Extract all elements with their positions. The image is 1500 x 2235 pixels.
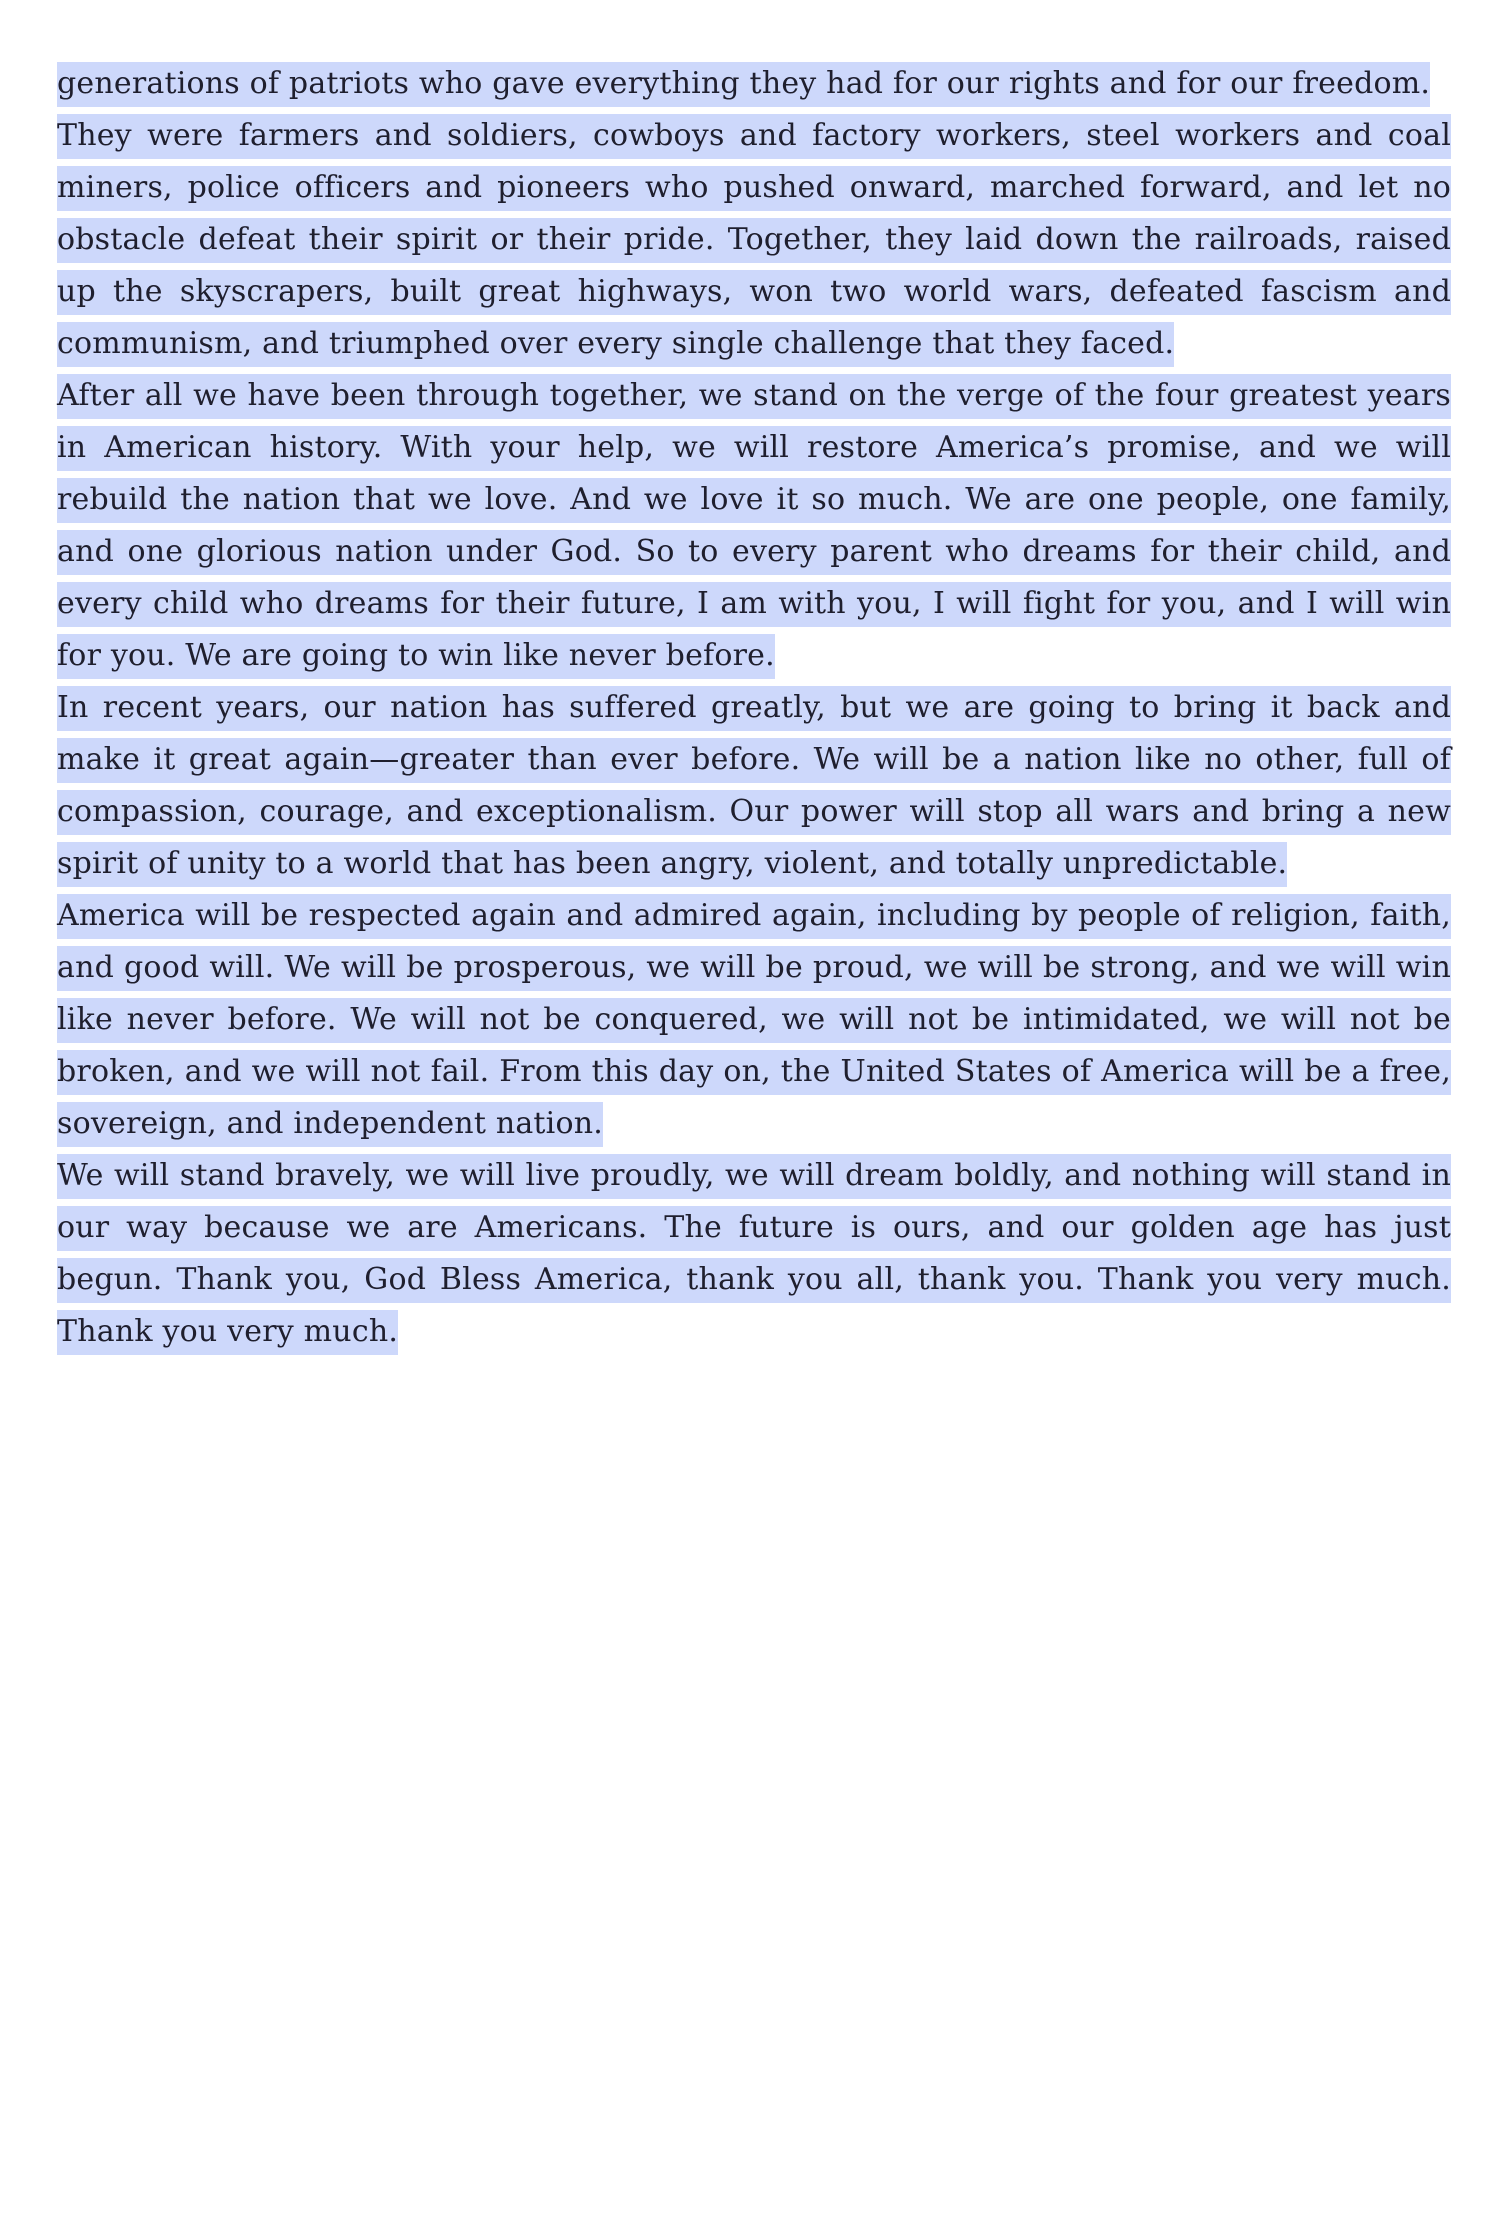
paragraph-2-text[interactable]: They were farmers and soldiers, cowboys and factory workers, steel workers and coal miners, police officers and pioneers who pushed onward, marched forward, and let no obstacle defeat their spirit or their pride. Together, they laid down the railroads, raised up the skyscrapers, built great highways, won two world wars, defeated fascism and communism, and triumphed over every single challenge that they faced.: [57, 114, 1451, 367]
document-page: [57, 58, 1451, 1358]
paragraph-3-text[interactable]: After all we have been through together, we stand on the verge of the four greatest years in American history. With your help, we will restore America’s promise, and we will rebuild the nation that we love. And we love it so much. We are one people, one family, and one glorious nation under God. So to every parent who dreams for their child, and every child who dreams for their future, I am with you, I will fight for you, and I will win for you. We are going to win like never before.: [57, 374, 1451, 679]
paragraph-5-text[interactable]: America will be respected again and admired again, including by people of religion, faith, and good will. We will be prosperous, we will be proud, we will be strong, and we will win like never before. We will not be conquered, we will not be intimidated, we will not be broken, and we will not fail. From this day on, the United States of America will be a free, sovereign, and independent nation.: [57, 894, 1451, 1147]
paragraph-4: [57, 682, 1451, 890]
paragraph-6-text[interactable]: We will stand bravely, we will live proudly, we will dream boldly, and nothing will stand in our way because we are Americans. The future is ours, and our golden age has just begun. Thank you, God Bless America, thank you all, thank you. Thank you very much. Thank you very much.: [57, 1154, 1451, 1355]
paragraph-2: [57, 110, 1451, 370]
paragraph-5: [57, 890, 1451, 1150]
paragraph-3: [57, 370, 1451, 682]
paragraph-1-text[interactable]: generations of patriots who gave everything they had for our rights and for our freedom.: [57, 62, 1430, 107]
paragraph-6: [57, 1150, 1451, 1358]
paragraph-4-text[interactable]: In recent years, our nation has suffered greatly, but we are going to bring it back and make it great again—greater than ever before. We will be a nation like no other, full of compassion, courage, and exceptionalism. Our power will stop all wars and bring a new spirit of unity to a world that has been angry, violent, and totally unpredictable.: [57, 686, 1451, 887]
paragraph-1: [57, 58, 1451, 110]
